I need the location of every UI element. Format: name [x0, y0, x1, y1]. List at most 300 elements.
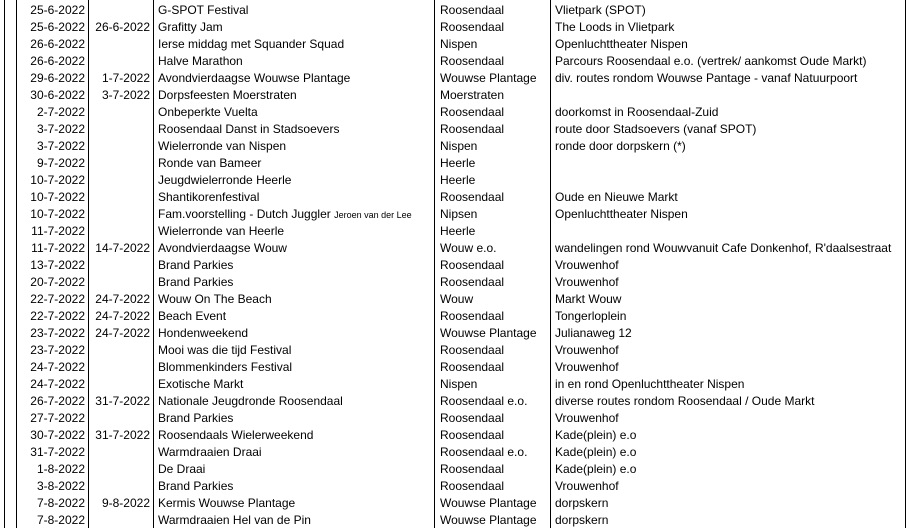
end-date-cell: [88, 478, 150, 495]
location-cell-text: dorpskern: [555, 513, 609, 527]
start-date-cell: [16, 393, 85, 410]
start-date-cell-text: 3-7-2022: [36, 139, 85, 153]
place-cell: [440, 172, 475, 189]
event-name-cell: [158, 308, 226, 325]
start-date-cell-text: 26-7-2022: [30, 394, 85, 408]
end-date-cell-text: 24-7-2022: [95, 292, 150, 306]
place-cell: [440, 512, 537, 529]
location-cell-text: ronde door dorpskern (*): [555, 139, 686, 153]
location-cell-text: dorpskern: [555, 496, 609, 510]
table-row: [0, 376, 910, 393]
start-date-cell-text: 11-7-2022: [31, 224, 85, 238]
start-date-cell: [16, 478, 85, 495]
event-name-cell: [158, 104, 258, 121]
start-date-cell-text: 22-7-2022: [30, 292, 85, 306]
place-cell-text: Roosendaal: [440, 20, 505, 34]
location-cell-text: in en rond Openluchttheater Nispen: [555, 377, 745, 391]
place-cell: [440, 376, 477, 393]
event-name-cell: [158, 410, 233, 427]
end-date-cell-text: 24-7-2022: [95, 326, 150, 340]
start-date-cell-text: 10-7-2022: [30, 190, 85, 204]
start-date-cell-text: 25-6-2022: [30, 20, 85, 34]
table-row: [0, 121, 910, 138]
event-name-cell-text: Warmdraaien Draai: [158, 445, 262, 459]
event-name-cell-text: Grafitty Jam: [158, 20, 223, 34]
start-date-cell-text: 13-7-2022: [30, 258, 85, 272]
place-cell-text: Roosendaal: [440, 479, 505, 493]
start-date-cell-text: 24-7-2022: [30, 377, 85, 391]
location-cell: [555, 104, 718, 121]
event-name-cell-text: Warmdraaien Hel van de Pin: [158, 513, 311, 527]
table-row: [0, 138, 910, 155]
table-row: [0, 325, 910, 342]
start-date-cell: [16, 427, 85, 444]
table-row: [0, 104, 910, 121]
table-row: [0, 291, 910, 308]
event-name-cell-text: Jeugdwielerronde Heerle: [158, 173, 292, 187]
start-date-cell-text: 22-7-2022: [30, 309, 85, 323]
event-name-cell-text: Dorpsfeesten Moerstraten: [158, 88, 297, 102]
place-cell: [440, 461, 504, 478]
place-cell: [440, 478, 504, 495]
start-date-cell: [16, 104, 85, 121]
place-cell: [440, 36, 477, 53]
place-cell-text: Roosendaal e.o.: [440, 445, 528, 459]
event-name-cell: [158, 257, 233, 274]
location-cell: [555, 70, 857, 87]
location-cell-text: Vrouwenhof: [555, 411, 619, 425]
table-row: [0, 427, 910, 444]
place-cell-text: Nispen: [440, 37, 478, 51]
event-name-cell: [158, 359, 292, 376]
table-row: [0, 512, 910, 529]
start-date-cell: [16, 461, 85, 478]
end-date-cell-text: 1-7-2022: [101, 71, 150, 85]
event-name-cell: [158, 155, 261, 172]
start-date-cell: [16, 223, 85, 240]
start-date-cell: [16, 342, 85, 359]
location-cell: [555, 291, 621, 308]
location-cell: [555, 206, 688, 223]
location-cell-text: Parcours Roosendaal e.o. (vertrek/ aankomst Oude Markt): [555, 54, 867, 68]
location-cell-text: Tongerloplein: [555, 309, 627, 323]
location-cell: [555, 512, 608, 529]
table-row: [0, 257, 910, 274]
place-cell: [440, 87, 504, 104]
start-date-cell-text: 7-8-2022: [36, 513, 85, 527]
location-cell: [555, 342, 619, 359]
event-name-cell: [158, 427, 313, 444]
table-row: [0, 240, 910, 257]
start-date-cell-text: 10-7-2022: [30, 207, 85, 221]
end-date-cell: [88, 155, 150, 172]
start-date-cell-text: 10-7-2022: [30, 173, 85, 187]
event-name-cell-text: Brand Parkies: [158, 275, 234, 289]
start-date-cell-text: 20-7-2022: [30, 275, 85, 289]
location-cell-text: route door Stadsoevers (vanaf SPOT): [555, 122, 757, 136]
location-cell: [555, 274, 619, 291]
start-date-cell-text: 3-7-2022: [36, 122, 85, 136]
location-cell: [555, 53, 866, 70]
location-cell: [555, 19, 674, 36]
event-name-cell: [158, 512, 311, 529]
end-date-cell: [88, 257, 150, 274]
event-name-cell-text: Mooi was die tijd Festival: [158, 343, 292, 357]
start-date-cell: [16, 70, 85, 87]
event-name-cell: [158, 206, 412, 223]
place-cell: [440, 19, 504, 36]
end-date-cell: [88, 104, 150, 121]
start-date-cell: [16, 172, 85, 189]
end-date-cell-text: 3-7-2022: [101, 88, 150, 102]
event-name-cell-text: Roosendaal Danst in Stadsoevers: [158, 122, 340, 136]
location-cell-text: Vrouwenhof: [555, 275, 619, 289]
start-date-cell: [16, 325, 85, 342]
end-date-cell: [88, 36, 150, 53]
end-date-cell: [88, 223, 150, 240]
end-date-cell: [88, 461, 150, 478]
event-name-cell: [158, 223, 284, 240]
place-cell: [440, 427, 504, 444]
place-cell-text: Roosendaal: [440, 309, 505, 323]
place-cell-text: Heerle: [440, 156, 476, 170]
start-date-cell-text: 24-7-2022: [30, 360, 85, 374]
location-cell: [555, 495, 608, 512]
location-cell: [555, 410, 619, 427]
event-name-cell: [158, 240, 287, 257]
event-name-cell-text: De Draai: [158, 462, 206, 476]
place-cell: [440, 444, 527, 461]
event-note: Jeroen van der Lee: [334, 210, 412, 220]
start-date-cell: [16, 257, 85, 274]
event-name-cell-text: Kermis Wouwse Plantage: [158, 496, 296, 510]
place-cell: [440, 410, 504, 427]
event-name-cell-text: Avondvierdaagse Wouw: [158, 241, 287, 255]
event-name-cell-text: Exotische Markt: [158, 377, 244, 391]
start-date-cell: [16, 240, 85, 257]
end-date-cell: [88, 444, 150, 461]
location-cell-text: Oude en Nieuwe Markt: [555, 190, 678, 204]
table-row: [0, 172, 910, 189]
end-date-cell: [88, 19, 150, 36]
location-cell: [555, 359, 619, 376]
end-date-cell: [88, 2, 150, 19]
start-date-cell: [16, 359, 85, 376]
end-date-cell: [88, 53, 150, 70]
location-cell: [555, 2, 646, 19]
end-date-cell: [88, 172, 150, 189]
event-name-cell-text: Ierse middag met Squander Squad: [158, 37, 345, 51]
table-row: [0, 36, 910, 53]
location-cell-text: Markt Wouw: [555, 292, 622, 306]
end-date-cell: [88, 274, 150, 291]
event-name-cell-text: Wielerronde van Heerle: [158, 224, 285, 238]
start-date-cell-text: 26-6-2022: [30, 37, 85, 51]
place-cell-text: Wouw e.o.: [440, 241, 497, 255]
place-cell: [440, 121, 504, 138]
start-date-cell-text: 9-7-2022: [36, 156, 85, 170]
event-name-cell: [158, 36, 344, 53]
end-date-cell: [88, 240, 150, 257]
place-cell: [440, 223, 475, 240]
end-date-cell: [88, 70, 150, 87]
start-date-cell: [16, 87, 85, 104]
end-date-cell: [88, 359, 150, 376]
event-name-cell: [158, 478, 233, 495]
start-date-cell: [16, 189, 85, 206]
place-cell: [440, 393, 527, 410]
start-date-cell-text: 23-7-2022: [30, 343, 85, 357]
table-row: [0, 274, 910, 291]
location-cell-text: Kade(plein) e.o: [555, 428, 637, 442]
place-cell: [440, 257, 504, 274]
location-cell-text: doorkomst in Roosendaal-Zuid: [555, 105, 719, 119]
place-cell: [440, 325, 537, 342]
end-date-cell: [88, 376, 150, 393]
start-date-cell: [16, 495, 85, 512]
start-date-cell: [16, 36, 85, 53]
start-date-cell: [16, 376, 85, 393]
place-cell-text: Roosendaal: [440, 462, 505, 476]
location-cell: [555, 189, 678, 206]
event-name-cell: [158, 325, 248, 342]
end-date-cell: [88, 393, 150, 410]
start-date-cell-text: 30-6-2022: [30, 88, 85, 102]
event-name-cell: [158, 121, 339, 138]
table-row: [0, 87, 910, 104]
place-cell: [440, 291, 473, 308]
end-date-cell-text: 24-7-2022: [95, 309, 150, 323]
start-date-cell: [16, 155, 85, 172]
place-cell: [440, 70, 537, 87]
table-row: [0, 189, 910, 206]
location-cell-text: Openluchttheater Nispen: [555, 207, 688, 221]
place-cell-text: Roosendaal e.o.: [440, 394, 528, 408]
table-row: [0, 342, 910, 359]
table-row: [0, 223, 910, 240]
place-cell: [440, 274, 504, 291]
start-date-cell: [16, 2, 85, 19]
event-name-cell: [158, 342, 291, 359]
end-date-cell-text: 26-6-2022: [95, 20, 150, 34]
event-name-cell: [158, 70, 350, 87]
event-name-cell-text: Hondenweekend: [158, 326, 249, 340]
event-name-cell-text: Wouw On The Beach: [158, 292, 272, 306]
place-cell-text: Nispen: [440, 139, 478, 153]
event-name-cell: [158, 2, 248, 19]
start-date-cell-text: 30-7-2022: [30, 428, 85, 442]
table-row: [0, 461, 910, 478]
event-name-cell: [158, 461, 205, 478]
start-date-cell: [16, 444, 85, 461]
place-cell-text: Roosendaal: [440, 275, 505, 289]
end-date-cell-text: 31-7-2022: [95, 428, 150, 442]
place-cell-text: Roosendaal: [440, 411, 505, 425]
event-name-cell-text: Brand Parkies: [158, 411, 234, 425]
place-cell: [440, 240, 496, 257]
location-cell-text: wandelingen rond Wouwvanuit Cafe Donkenhof, R'daalsestraat: [555, 241, 892, 255]
end-date-cell: [88, 87, 150, 104]
location-cell: [555, 461, 636, 478]
place-cell: [440, 104, 504, 121]
event-name-cell-text: Halve Marathon: [158, 54, 243, 68]
end-date-cell: [88, 495, 150, 512]
place-cell: [440, 2, 504, 19]
place-cell-text: Roosendaal: [440, 343, 505, 357]
start-date-cell: [16, 308, 85, 325]
location-cell-text: Vrouwenhof: [555, 258, 619, 272]
end-date-cell: [88, 512, 150, 529]
table-row: [0, 19, 910, 36]
event-name-cell-text: Onbeperkte Vuelta: [158, 105, 258, 119]
place-cell-text: Roosendaal: [440, 360, 505, 374]
table-row: [0, 444, 910, 461]
start-date-cell-text: 7-8-2022: [36, 496, 85, 510]
start-date-cell: [16, 121, 85, 138]
place-cell: [440, 206, 477, 223]
end-date-cell: [88, 410, 150, 427]
event-name-cell: [158, 393, 343, 410]
end-date-cell: [88, 291, 150, 308]
location-cell-text: Vrouwenhof: [555, 479, 619, 493]
place-cell-text: Wouwse Plantage: [440, 326, 537, 340]
place-cell-text: Heerle: [440, 224, 476, 238]
end-date-cell: [88, 325, 150, 342]
end-date-cell-text: 31-7-2022: [95, 394, 150, 408]
location-cell: [555, 121, 756, 138]
place-cell-text: Roosendaal: [440, 190, 505, 204]
start-date-cell-text: 11-7-2022: [31, 241, 85, 255]
end-date-cell: [88, 121, 150, 138]
table-row: [0, 495, 910, 512]
end-date-cell: [88, 138, 150, 155]
place-cell: [440, 359, 504, 376]
place-cell-text: Wouwse Plantage: [440, 513, 537, 527]
location-cell-text: diverse routes rondom Roosendaal / Oude Markt: [555, 394, 815, 408]
location-cell: [555, 478, 619, 495]
location-cell: [555, 36, 688, 53]
event-name-cell: [158, 444, 262, 461]
location-cell: [555, 376, 744, 393]
event-name-cell: [158, 172, 291, 189]
location-cell-text: Vrouwenhof: [555, 343, 619, 357]
start-date-cell-text: 23-7-2022: [30, 326, 85, 340]
location-cell-text: Kade(plein) e.o: [555, 445, 637, 459]
location-cell: [555, 393, 814, 410]
start-date-cell-text: 3-8-2022: [36, 479, 85, 493]
place-cell-text: Nispen: [440, 377, 478, 391]
place-cell: [440, 308, 504, 325]
location-cell: [555, 444, 636, 461]
place-cell-text: Roosendaal: [440, 105, 505, 119]
end-date-cell-text: 9-8-2022: [101, 496, 150, 510]
place-cell-text: Roosendaal: [440, 54, 505, 68]
start-date-cell-text: 25-6-2022: [30, 3, 85, 17]
event-name-cell-text: Brand Parkies: [158, 479, 234, 493]
location-cell: [555, 138, 686, 155]
place-cell: [440, 495, 537, 512]
place-cell-text: Wouw: [440, 292, 474, 306]
table-row: [0, 308, 910, 325]
end-date-cell: [88, 342, 150, 359]
location-cell: [555, 308, 626, 325]
event-name-cell-text: Wielerronde van Nispen: [158, 139, 287, 153]
start-date-cell-text: 26-6-2022: [30, 54, 85, 68]
event-name-cell-text: Fam.voorstelling - Dutch Juggler: [158, 207, 331, 221]
end-date-cell: [88, 308, 150, 325]
start-date-cell-text: 29-6-2022: [30, 71, 85, 85]
location-cell-text: Julianaweg 12: [555, 326, 632, 340]
event-name-cell-text: Nationale Jeugdronde Roosendaal: [158, 394, 343, 408]
place-cell-text: Heerle: [440, 173, 476, 187]
end-date-cell: [88, 427, 150, 444]
start-date-cell: [16, 19, 85, 36]
end-date-cell: [88, 189, 150, 206]
start-date-cell: [16, 206, 85, 223]
table-row: [0, 53, 910, 70]
event-name-cell-text: Blommenkinders Festival: [158, 360, 293, 374]
location-cell-text: div. routes rondom Wouwse Pantage - vanaf Natuurpoort: [555, 71, 858, 85]
place-cell-text: Moerstraten: [440, 88, 505, 102]
event-name-cell: [158, 376, 243, 393]
location-cell-text: Vlietpark (SPOT): [555, 3, 646, 17]
table-row: [0, 2, 910, 19]
table-row: [0, 393, 910, 410]
event-name-cell-text: Ronde van Bameer: [158, 156, 262, 170]
end-date-cell-text: 14-7-2022: [95, 241, 150, 255]
start-date-cell: [16, 291, 85, 308]
start-date-cell: [16, 138, 85, 155]
place-cell-text: Nipsen: [440, 207, 478, 221]
place-cell: [440, 53, 504, 70]
event-name-cell-text: Avondvierdaagse Wouwse Plantage: [158, 71, 351, 85]
location-cell: [555, 427, 636, 444]
place-cell-text: Roosendaal: [440, 122, 505, 136]
start-date-cell: [16, 512, 85, 529]
place-cell-text: Roosendaal: [440, 258, 505, 272]
event-name-cell: [158, 495, 295, 512]
table-row: [0, 410, 910, 427]
event-name-cell: [158, 53, 243, 70]
place-cell-text: Wouwse Plantage: [440, 496, 537, 510]
place-cell: [440, 342, 504, 359]
event-name-cell-text: Beach Event: [158, 309, 227, 323]
place-cell-text: Roosendaal: [440, 428, 505, 442]
start-date-cell: [16, 410, 85, 427]
place-cell-text: Roosendaal: [440, 3, 505, 17]
start-date-cell-text: 1-8-2022: [36, 462, 85, 476]
table-row: [0, 155, 910, 172]
event-name-cell: [158, 291, 272, 308]
location-cell-text: Kade(plein) e.o: [555, 462, 637, 476]
location-cell-text: The Loods in Vlietpark: [555, 20, 675, 34]
start-date-cell-text: 27-7-2022: [30, 411, 85, 425]
place-cell: [440, 189, 504, 206]
start-date-cell: [16, 274, 85, 291]
location-cell-text: Openluchttheater Nispen: [555, 37, 688, 51]
table-row: [0, 70, 910, 87]
table-row: [0, 359, 910, 376]
table-row: [0, 478, 910, 495]
end-date-cell: [88, 206, 150, 223]
event-name-cell: [158, 87, 297, 104]
place-cell: [440, 138, 477, 155]
event-name-cell-text: Roosendaals Wielerweekend: [158, 428, 314, 442]
event-name-cell-text: Brand Parkies: [158, 258, 234, 272]
event-name-cell: [158, 138, 286, 155]
event-name-cell: [158, 189, 259, 206]
place-cell-text: Wouwse Plantage: [440, 71, 537, 85]
